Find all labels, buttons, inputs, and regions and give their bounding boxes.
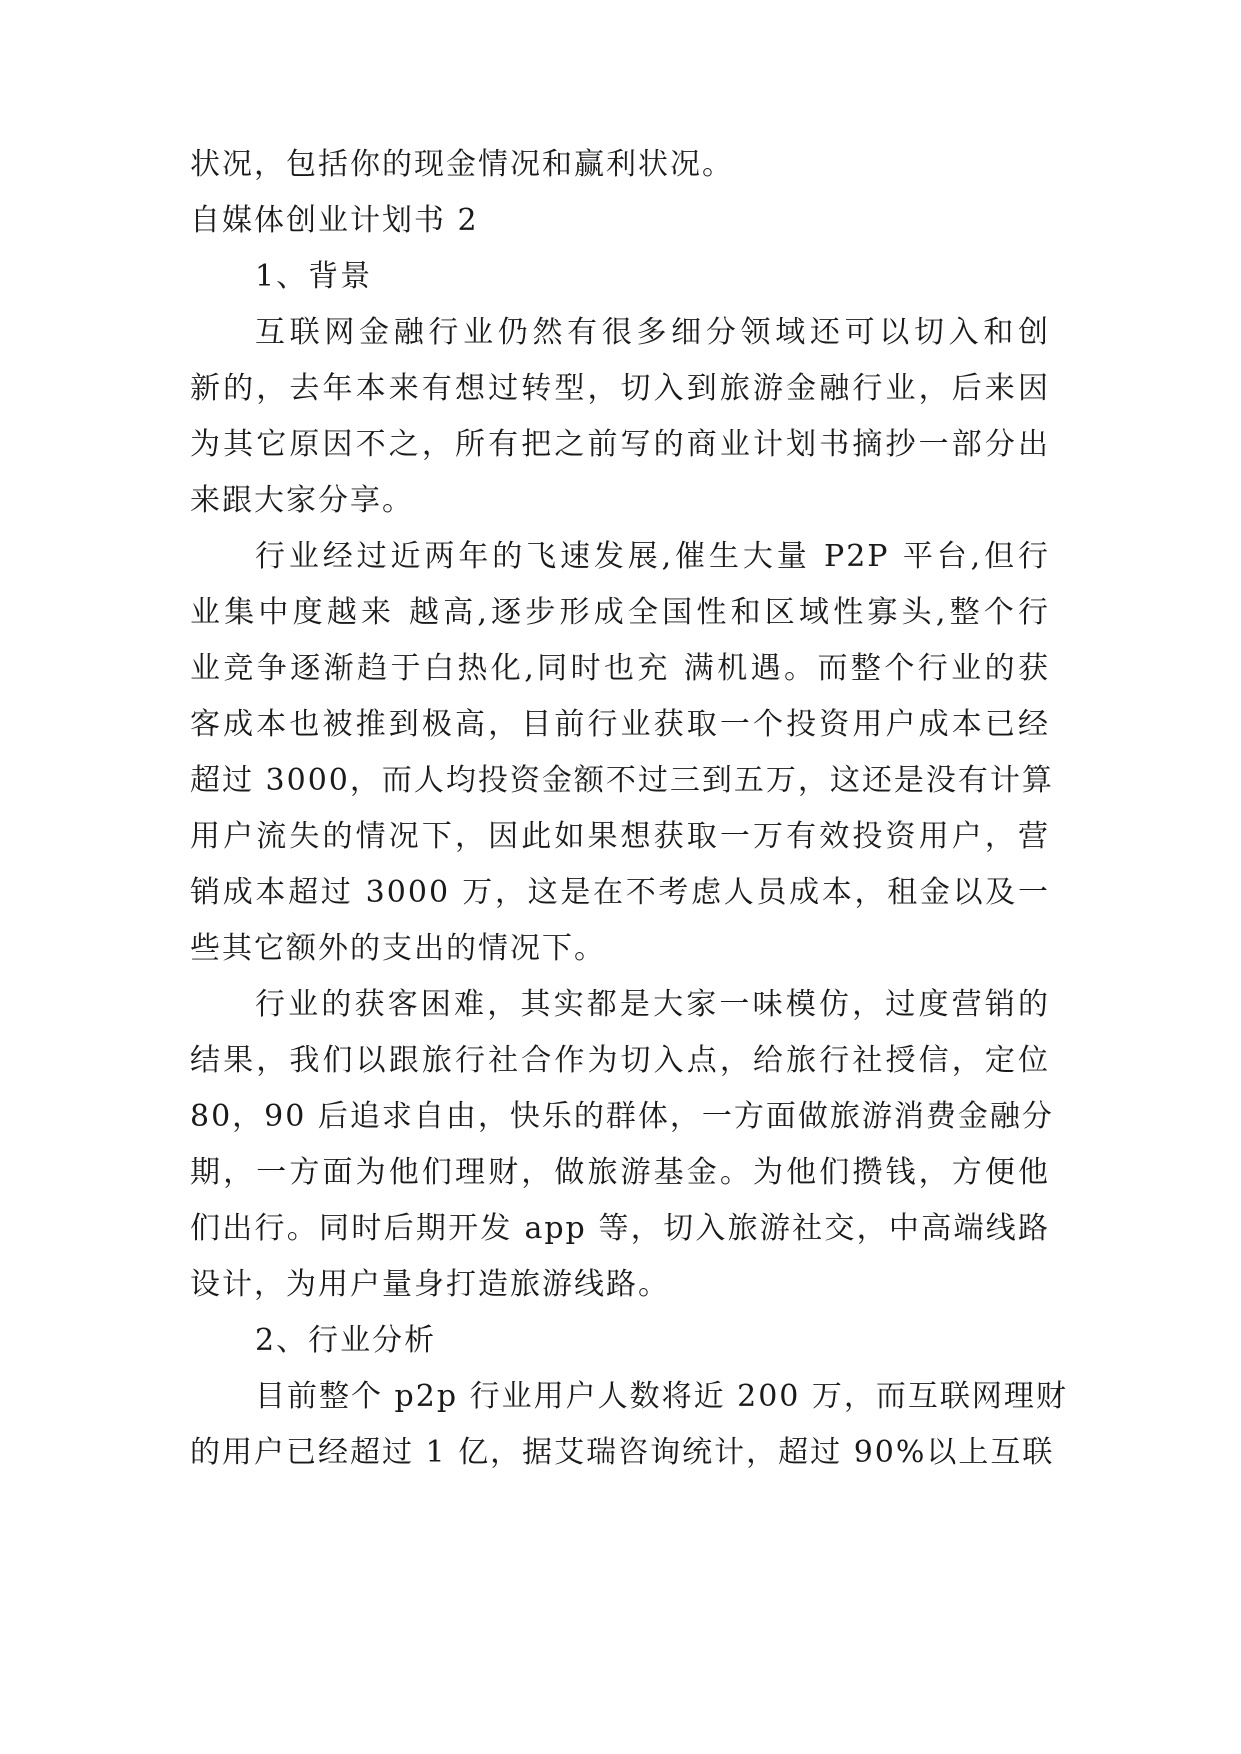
paragraph-line: 80，90 后追求自由，快乐的群体，一方面做旅游消费金融分 [190, 1099, 1054, 1134]
paragraph-line: 结果，我们以跟旅行社合作为切入点，给旅行社授信，定位 [190, 1043, 1050, 1078]
section-heading: 2、行业分析 [255, 1323, 437, 1358]
paragraph-line: 行业的获客困难，其实都是大家一味模仿，过度营销的 [255, 987, 1050, 1022]
paragraph-line: 客成本也被推到极高，目前行业获取一个投资用户成本已经 [190, 707, 1050, 742]
section-title: 自媒体创业计划书 2 [190, 203, 479, 238]
text-line: 状况，包括你的现金情况和赢利状况。 [190, 147, 734, 182]
paragraph-line: 设计，为用户量身打造旅游线路。 [190, 1267, 670, 1302]
paragraph-line: 超过 3000，而人均投资金额不过三到五万，这还是没有计算 [190, 763, 1054, 798]
paragraph-line: 业集中度越来 越高,逐步形成全国性和区域性寡头,整个行 [190, 595, 1050, 630]
section-heading: 1、背景 [255, 259, 373, 294]
paragraph-line: 销成本超过 3000 万，这是在不考虑人员成本，租金以及一 [190, 875, 1050, 910]
paragraph-line: 些其它额外的支出的情况下。 [190, 931, 606, 966]
paragraph-line: 目前整个 p2p 行业用户人数将近 200 万，而互联网理财 [255, 1379, 1068, 1414]
paragraph-line: 的用户已经超过 1 亿，据艾瑞咨询统计，超过 90%以上互联 [190, 1435, 1055, 1470]
paragraph-line: 新的，去年本来有想过转型，切入到旅游金融行业，后来因 [190, 371, 1050, 406]
paragraph-line: 来跟大家分享。 [190, 483, 414, 518]
paragraph-line: 期，一方面为他们理财，做旅游基金。为他们攒钱，方便他 [190, 1155, 1050, 1190]
paragraph-line: 们出行。同时后期开发 app 等，切入旅游社交，中高端线路 [190, 1211, 1050, 1246]
paragraph-line: 业竞争逐渐趋于白热化,同时也充 满机遇。而整个行业的获 [190, 651, 1050, 686]
paragraph-line: 行业经过近两年的飞速发展,催生大量 P2P 平台,但行 [255, 539, 1050, 574]
paragraph-line: 互联网金融行业仍然有很多细分领域还可以切入和创 [255, 315, 1050, 350]
paragraph-line: 为其它原因不之，所有把之前写的商业计划书摘抄一部分出 [190, 427, 1050, 462]
paragraph-line: 用户流失的情况下，因此如果想获取一万有效投资用户，营 [190, 819, 1050, 854]
